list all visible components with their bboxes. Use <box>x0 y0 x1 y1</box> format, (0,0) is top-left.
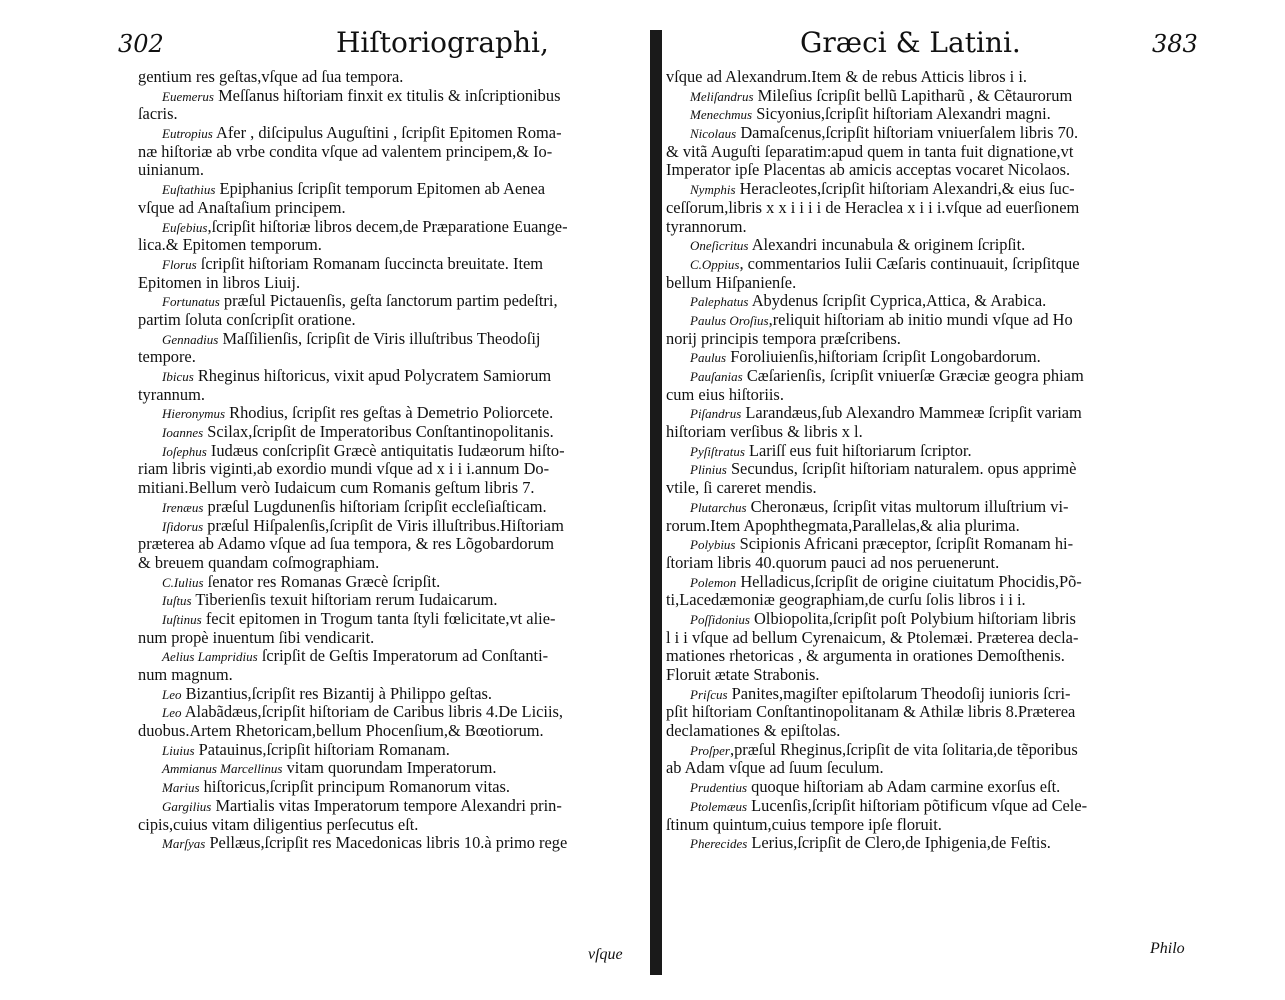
entry-text: Panites,magiſter epiſtolarum Theodoſij iunioris ſcri- <box>727 684 1071 703</box>
entry-name: Paulus <box>690 350 727 366</box>
text-line <box>138 124 638 143</box>
entry-text: tyrannum. <box>138 385 205 404</box>
entry-text: Olbiopolita,ſcripſit poſt Polybium hiſtoriam libris <box>749 609 1076 628</box>
entry-text: cum eius hiſtoriis. <box>666 385 784 404</box>
entry-text: tyrannorum. <box>666 217 747 236</box>
entry-text: declamationes & epiſtolas. <box>666 722 841 741</box>
entry-text: næ hiſtoriæ ab vrbe condita vſque ad valentem principem,& Io- <box>138 142 553 161</box>
entry-name: Iuſtus <box>162 593 192 609</box>
text-line <box>138 778 638 797</box>
entry-text: ſacris. <box>138 105 178 124</box>
text-line <box>666 68 1164 87</box>
entry-text: duobus.Artem Rhetoricam,bellum Phocenſium,& Bœotiorum. <box>138 722 544 741</box>
text-line <box>666 236 1164 255</box>
text-line <box>666 274 1164 293</box>
entry-name: Ammianus Marcellinus <box>162 761 283 777</box>
entry-text: & vitã Auguſti ſeparatim:apud quem in tanta fuit dignatione,vt <box>666 142 1074 161</box>
text-line <box>138 460 638 479</box>
text-line <box>666 292 1164 311</box>
entry-text: Helladicus,ſcripſit de origine ciuitatum Phocidis,Põ- <box>736 572 1082 591</box>
entry-text: bellum Hiſpanienſe. <box>666 273 797 292</box>
entry-text: l i i vſque ad bellum Cyrenaicum, & Ptolemæi. Præterea decla- <box>666 628 1079 647</box>
text-line <box>138 348 638 367</box>
entry-name: Irenæus <box>162 499 204 515</box>
entry-text: vtile, ſi careret mendis. <box>666 479 817 498</box>
text-line <box>666 703 1164 722</box>
entry-text: ſcripſit de Geſtis Imperatorum ad Conſtanti- <box>257 647 549 666</box>
text-line <box>138 759 638 778</box>
entry-text: Rhodius, ſcripſit res geſtas à Demetrio Poliorcete. <box>225 404 554 423</box>
entry-text: ſtinum quintum,cuius tempore ipſe floruit. <box>666 815 942 834</box>
entry-name: Liuius <box>162 742 195 758</box>
text-line <box>666 498 1164 517</box>
entry-text: Epiphanius ſcripſit temporum Epitomen ab Aenea <box>215 180 546 199</box>
text-line <box>666 778 1164 797</box>
text-line <box>666 554 1164 573</box>
text-line <box>666 311 1164 330</box>
text-line <box>138 87 638 106</box>
entry-text: num propè inuentum ſibi vendicarit. <box>138 628 375 647</box>
text-line <box>666 442 1164 461</box>
entry-text: ti,Lacedæmoniæ geographiam,de curſu ſolis libros i i i. <box>666 591 1026 610</box>
text-line <box>138 180 638 199</box>
entry-text: quoque hiſtoriam ab Adam carmine exorſus eſt. <box>747 778 1061 797</box>
entry-text: rorum.Item Apophthegmata,Parallelas,& alia plurima. <box>666 516 1020 535</box>
text-line <box>138 517 638 536</box>
text-line <box>666 218 1164 237</box>
entry-text: Heracleotes,ſcripſit hiſtoriam Alexandri,& eius ſuc- <box>735 180 1075 199</box>
entry-name: Plinius <box>690 462 727 478</box>
entry-name: Leo <box>162 686 182 702</box>
entry-name: Menechmus <box>690 107 753 123</box>
text-line <box>138 292 638 311</box>
text-line <box>666 573 1164 592</box>
text-line <box>666 199 1164 218</box>
entry-name: C.Iulius <box>162 574 204 590</box>
entry-name: Polemon <box>690 574 737 590</box>
right-text-block <box>666 68 1164 853</box>
text-line <box>138 722 638 741</box>
text-line <box>666 479 1164 498</box>
entry-name: Hieronymus <box>162 406 226 422</box>
text-line <box>666 87 1164 106</box>
left-running-header: Hiſtoriographi, <box>336 26 549 59</box>
entry-name: Pherecides <box>690 836 748 852</box>
text-line <box>666 834 1164 853</box>
text-line <box>666 591 1164 610</box>
text-line <box>138 573 638 592</box>
entry-text: norij principis tempora præſcribens. <box>666 329 901 348</box>
text-line <box>138 311 638 330</box>
entry-text: pſit hiſtoriam Conſtantinopolitanam & Athilæ libris 8.Præterea <box>666 703 1076 722</box>
text-line <box>666 124 1164 143</box>
text-line <box>666 685 1164 704</box>
text-line <box>138 685 638 704</box>
text-line <box>666 143 1164 162</box>
entry-name: Plutarchus <box>690 499 747 515</box>
entry-text: præſul Pictauenſis, geſta ſanctorum partim pedeſtri, <box>219 292 558 311</box>
entry-text: Secundus, ſcripſit hiſtoriam naturalem. opus apprimè <box>726 460 1077 479</box>
text-line <box>138 330 638 349</box>
right-catchword: Philo <box>1150 940 1185 957</box>
text-line <box>138 591 638 610</box>
entry-name: Fortunatus <box>162 294 220 310</box>
entry-text: ab Adam vſque ad ſuum ſeculum. <box>666 759 884 778</box>
text-line <box>666 161 1164 180</box>
entry-text: Scipionis Africani præceptor, ſcripſit Romanam hi- <box>735 535 1074 554</box>
entry-text: gentium res geſtas,vſque ad ſua tempora. <box>138 68 404 86</box>
entry-text: Lucenſis,ſcripſit hiſtoriam põtificum vſque ad Cele- <box>747 796 1088 815</box>
text-line <box>138 423 638 442</box>
entry-name: Gargilius <box>162 798 212 814</box>
entry-text: Alexandri incunabula & originem ſcripſit. <box>748 236 1026 255</box>
entry-text: Epitomen in libros Liuij. <box>138 273 301 292</box>
entry-text: Iudæus conſcripſit Græcè antiquitatis Iudæorum hiſto- <box>206 441 565 460</box>
entry-text: Tiberienſis texuit hiſtoriam rerum Iudaicarum. <box>191 591 498 610</box>
entry-text: vſque ad Anaſtaſium principem. <box>138 198 346 217</box>
entry-text: hiſtoricus,ſcripſit principum Romanorum vitas. <box>199 778 511 797</box>
entry-name: Marius <box>162 780 200 796</box>
text-line <box>138 105 638 124</box>
entry-name: Oneſicritus <box>690 238 749 254</box>
text-line <box>138 386 638 405</box>
entry-name: Piſandrus <box>690 406 742 422</box>
entry-text: fecit epitomen in Trogum tanta ſtyli fœlicitate,vt alie- <box>201 609 556 628</box>
text-line <box>138 666 638 685</box>
text-line <box>666 180 1164 199</box>
entry-name: Nymphis <box>690 182 736 198</box>
entry-text: Bizantius,ſcripſit res Bizantij à Philippo geſtas. <box>181 684 492 703</box>
text-line <box>138 404 638 423</box>
right-running-header: Græci & Latini. <box>800 26 1021 59</box>
entry-name: Ibicus <box>162 369 194 384</box>
entry-text: hiſtoriam verſibus & libris x l. <box>666 423 863 442</box>
entry-text: ſenator res Romanas Græcè ſcripſit. <box>203 572 441 591</box>
entry-text: Patauinus,ſcripſit hiſtoriam Romanam. <box>194 740 450 759</box>
entry-name: Leo <box>162 705 182 721</box>
text-line <box>666 816 1164 835</box>
text-line <box>666 367 1164 386</box>
text-line <box>138 797 638 816</box>
text-line <box>138 535 638 554</box>
entry-text: mationes rhetoricas , & argumenta in orationes Demoſthenis. <box>666 647 1065 666</box>
entry-name: Aelius Lampridius <box>162 649 258 665</box>
text-line <box>138 199 638 218</box>
entry-text: ,reliquit hiſtoriam ab initio mundi vſque ad Ho <box>768 310 1073 329</box>
entry-text: Lerius,ſcripſit de Clero,de Iphigenia,de Feſtis. <box>747 834 1051 853</box>
text-line <box>666 460 1164 479</box>
entry-text: præterea ab Adamo vſque ad ſua tempora, & res Lõgobardorum <box>138 535 555 554</box>
entry-name: Pauſanias <box>690 369 743 384</box>
entry-text: Abydenus ſcripſit Cyprica,Attica, & Arabica. <box>748 292 1047 311</box>
entry-text: vitam quorundam Imperatorum. <box>282 759 497 778</box>
entry-name: Pyſiſtratus <box>690 443 745 459</box>
entry-text: ,præſul Rheginus,ſcripſit de vita ſolitaria,de tẽporibus <box>729 740 1078 759</box>
entry-text: partim ſoluta conſcripſit oratione. <box>138 310 356 329</box>
entry-text: Pellæus,ſcripſit res Macedonicas libris 10.à primo rege <box>205 834 568 853</box>
text-line <box>138 274 638 293</box>
entry-name: Marſyas <box>162 836 206 852</box>
text-line <box>138 479 638 498</box>
text-line <box>138 498 638 517</box>
right-page-number: 383 <box>1152 30 1198 58</box>
book-gutter <box>650 30 662 975</box>
entry-name: Prudentius <box>690 780 748 796</box>
entry-text: Cheronæus, ſcripſit vitas multorum illuſtrium vi- <box>746 497 1069 516</box>
text-line <box>666 105 1164 124</box>
entry-name: Paulus Oroſius <box>690 312 769 328</box>
entry-name: Ioannes <box>162 425 204 441</box>
entry-text: Mileſius ſcripſit bellũ Lapitharũ , & Cẽtaurorum <box>753 86 1073 105</box>
entry-name: Ioſephus <box>162 443 207 459</box>
text-line <box>138 816 638 835</box>
entry-name: C.Oppius <box>690 256 740 272</box>
text-line <box>138 834 638 853</box>
entry-text: præſul Lugdunenſis hiſtoriam ſcripſit eccleſiaſticam. <box>203 497 547 516</box>
entry-text: mitiani.Bellum verò Iudaicum cum Romanis geſtum libris 7. <box>138 479 535 498</box>
text-line <box>666 517 1164 536</box>
entry-text: Rheginus hiſtoricus, vixit apud Polycratem Samiorum <box>193 367 552 385</box>
entry-text: ſcripſit hiſtoriam Romanam ſuccincta breuitate. Item <box>196 254 544 273</box>
text-line <box>666 722 1164 741</box>
text-line <box>138 236 638 255</box>
entry-name: Iuſtinus <box>162 611 202 627</box>
text-line <box>666 348 1164 367</box>
text-line <box>138 367 638 386</box>
text-line <box>138 741 638 760</box>
text-line <box>138 161 638 180</box>
text-line <box>666 386 1164 405</box>
entry-name: Polybius <box>690 537 736 553</box>
entry-text: ſtoriam libris 40.quorum pauci ad nos peruenerunt. <box>666 553 1000 572</box>
entry-text: lica.& Epitomen temporum. <box>138 236 322 255</box>
text-line <box>666 666 1164 685</box>
entry-text: Floruit ætate Strabonis. <box>666 666 820 684</box>
text-line <box>666 797 1164 816</box>
entry-text: ceſſorum,libris x x i i i i de Heraclea x i i i.vſque ad euerſionem <box>666 198 1080 217</box>
text-line <box>666 629 1164 648</box>
text-line <box>138 218 638 237</box>
entry-text: ,ſcripſit hiſtoriæ libros decem,de Præparatione Euange- <box>207 217 568 236</box>
entry-name: Iſidorus <box>162 518 204 534</box>
entry-text: Martialis vitas Imperatorum tempore Alexandri prin- <box>211 796 562 815</box>
text-line <box>138 255 638 274</box>
text-line <box>666 647 1164 666</box>
entry-text: Lariſſ eus fuit hiſtoriarum ſcriptor. <box>744 441 972 460</box>
entry-name: Meliſandrus <box>690 88 754 104</box>
entry-text: riam libris viginti,ab exordio mundi vſque ad x i i i.annum Do- <box>138 460 550 479</box>
left-page-number: 302 <box>118 30 164 58</box>
text-line <box>666 404 1164 423</box>
entry-text: Damaſcenus,ſcripſit hiſtoriam vniuerſalem libris 70. <box>736 124 1079 143</box>
entry-name: Euſtathius <box>162 182 216 198</box>
text-line <box>666 535 1164 554</box>
entry-text: Alabãdæus,ſcripſit hiſtoriam de Caribus libris 4.De Liciis, <box>181 703 563 722</box>
entry-text: uinianum. <box>138 161 205 180</box>
entry-name: Florus <box>162 256 197 272</box>
entry-name: Ptolemæus <box>690 798 748 814</box>
entry-text: Afer , diſcipulus Auguſtini , ſcripſit Epitomen Roma- <box>212 124 562 143</box>
entry-text: Scilax,ſcripſit de Imperatoribus Conſtantinopolitanis. <box>203 423 554 442</box>
text-line <box>138 143 638 162</box>
entry-text: num magnum. <box>138 666 233 684</box>
entry-name: Palephatus <box>690 294 749 310</box>
entry-text: tempore. <box>138 348 196 367</box>
entry-text: , commentarios Iulii Cæſaris continuauit, ſcripſitque <box>739 254 1080 273</box>
entry-text: Imperator ipſe Placentas ab amicis acceptas vocaret Nicolaos. <box>666 161 1071 180</box>
entry-name: Proſper <box>690 742 730 758</box>
entry-text: cipis,cuius vitam diligentius perſecutus eſt. <box>138 815 419 834</box>
text-line <box>138 703 638 722</box>
text-line <box>666 610 1164 629</box>
entry-text: Foroliuienſis,hiſtoriam ſcripſit Longobardorum. <box>726 348 1041 367</box>
text-line <box>138 647 638 666</box>
text-line <box>138 554 638 573</box>
entry-name: Euemerus <box>162 88 214 104</box>
entry-name: Euſebius <box>162 219 208 235</box>
text-line <box>138 68 638 87</box>
text-line <box>666 423 1164 442</box>
entry-text: Sicyonius,ſcripſit hiſtoriam Alexandri magni. <box>752 105 1051 124</box>
entry-name: Poſſidonius <box>690 611 750 627</box>
text-line <box>666 255 1164 274</box>
right-page <box>662 0 1285 1000</box>
entry-text: Cæſarienſis, ſcripſit vniuerſæ Græciæ geogra phiam <box>742 367 1084 385</box>
entry-name: Eutropius <box>162 126 213 142</box>
left-text-block <box>138 68 638 853</box>
entry-text: Meſſanus hiſtoriam finxit ex titulis & inſcriptionibus <box>214 86 561 105</box>
text-line <box>138 610 638 629</box>
text-line <box>666 330 1164 349</box>
entry-text: & breuem quandam coſmographiam. <box>138 553 380 572</box>
entry-name: Priſcus <box>690 686 728 702</box>
left-catchword: vſque <box>588 946 623 963</box>
entry-text: vſque ad Alexandrum.Item & de rebus Atticis libros i i. <box>666 68 1027 86</box>
entry-name: Gennadius <box>162 331 219 347</box>
entry-text: præſul Hiſpalenſis,ſcripſit de Viris illuſtribus.Hiſtoriam <box>203 516 564 535</box>
entry-text: Maſſilienſis, ſcripſit de Viris illuſtribus Theodoſij <box>218 329 541 348</box>
text-line <box>138 442 638 461</box>
text-line <box>666 759 1164 778</box>
entry-text: Larandæus,ſub Alexandro Mammeæ ſcripſit variam <box>741 404 1082 423</box>
text-line <box>666 741 1164 760</box>
entry-name: Nicolaus <box>690 126 737 142</box>
text-line <box>138 629 638 648</box>
